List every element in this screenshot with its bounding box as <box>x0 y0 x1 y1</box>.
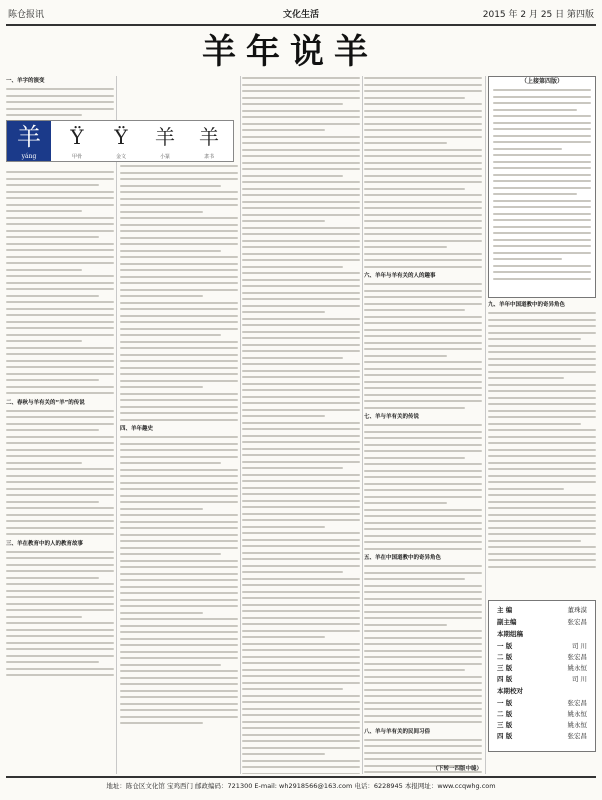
staff-row: 二 版 姚永恒 <box>497 710 587 718</box>
page-title: 羊年说羊 <box>202 32 378 72</box>
staff-row: 一 版 司 川 <box>497 642 587 650</box>
staff-credits-box <box>488 600 596 752</box>
bronze-form: Ϋ 金文 <box>114 125 128 160</box>
continued-label: （上接第四版） <box>520 78 563 85</box>
section-heading: 三、羊在教育中的人的教育故事 <box>6 540 84 547</box>
body-text <box>6 409 114 536</box>
section-heading: 一、羊字的演变 <box>6 78 45 84</box>
body-text <box>120 435 238 724</box>
body-text <box>364 76 482 268</box>
body-text <box>120 164 238 421</box>
section-heading: 六、羊年与羊有关的人的趣事 <box>364 273 436 279</box>
body-text <box>489 87 595 286</box>
section-heading: 四、羊年趣史 <box>120 426 154 432</box>
article-column-5 <box>488 300 596 594</box>
section-heading: 九、羊年中国道教中的奇异角色 <box>488 302 566 308</box>
section-heading: 五、羊在中国道教中的奇异角色 <box>364 555 442 561</box>
page-footer: 地址：陈仓区文化馆 宝鸡西门 邮政编码：721300 E-mail: wh2918566@163.com 电话：6228945 本报网址：www.ccqwhg.com <box>6 776 596 794</box>
pinyin-label: yáng <box>21 153 37 160</box>
column-divider <box>485 76 486 774</box>
body-text <box>6 550 114 677</box>
body-text <box>364 282 482 409</box>
staff-row: 一 版 张宏昌 <box>497 699 587 707</box>
staff-row: 本期校对 <box>497 687 523 695</box>
main-character-tile <box>7 121 51 161</box>
section-heading: 二、春秋与羊有关的“羊”的传说 <box>6 399 85 406</box>
staff-row: 二 版 张宏昌 <box>497 653 587 661</box>
oracle-bone-form: Ϋ 甲骨 <box>70 125 84 160</box>
section-heading: 七、羊与羊有关的传说 <box>364 414 420 420</box>
staff-row: 四 版 张宏昌 <box>497 732 587 740</box>
continued-article-box <box>488 76 596 298</box>
staff-row: 三 版 姚永恒 <box>497 664 587 672</box>
clerical-form: 羊 隶书 <box>199 125 219 160</box>
paper-name: 陈仓报讯 <box>8 10 45 20</box>
column-divider <box>116 76 117 774</box>
body-text <box>242 76 360 774</box>
body-text <box>364 423 482 550</box>
character-evolution-panel <box>6 120 234 162</box>
continued-note: （下转一四版中缝） <box>432 766 482 772</box>
seal-form: 羊 小篆 <box>155 125 175 160</box>
body-text <box>488 311 596 568</box>
article-column-1 <box>6 76 114 774</box>
staff-row: 主 编 董珠漠 <box>497 606 587 614</box>
staff-row: 副主编 张宏昌 <box>497 618 587 626</box>
column-divider <box>240 76 241 774</box>
body-text <box>364 564 482 723</box>
article-column-3 <box>242 76 360 774</box>
body-text <box>6 87 114 124</box>
column-divider <box>362 76 363 774</box>
section-name: 文化生活 <box>282 10 319 20</box>
date-page: 2015 年 2 月 25 日 第四版 <box>482 10 594 20</box>
staff-row: 四 版 司 川 <box>497 675 587 683</box>
page-header <box>6 6 596 26</box>
body-text <box>6 170 114 394</box>
staff-row: 本期组稿 <box>497 630 523 638</box>
article-column-2 <box>120 164 238 774</box>
section-heading: 八、羊与羊有关的民间习俗 <box>364 728 431 735</box>
article-column-4 <box>364 76 482 774</box>
staff-row: 三 版 姚永恒 <box>497 721 587 729</box>
main-character: 羊 <box>17 123 41 151</box>
